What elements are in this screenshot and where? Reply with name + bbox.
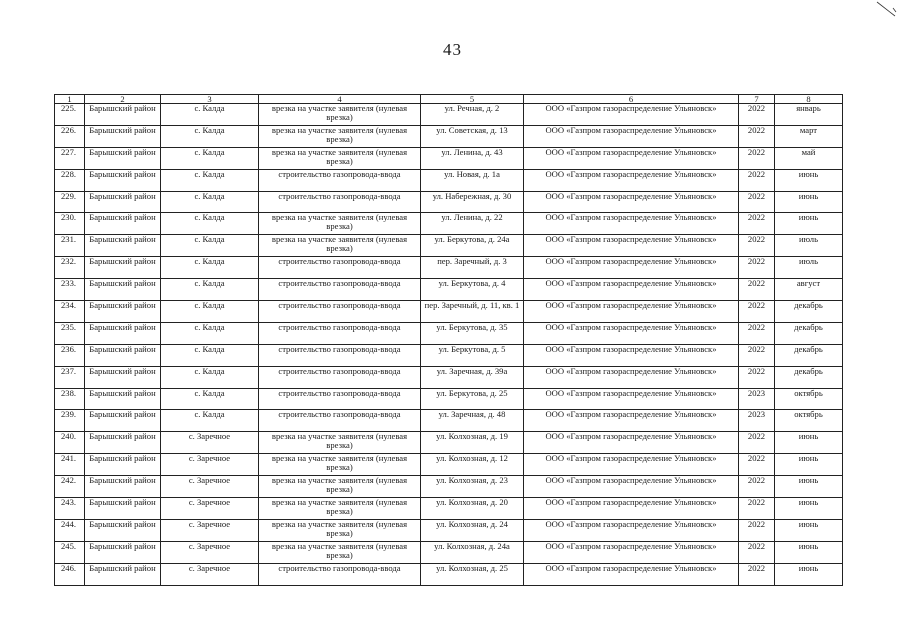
work-type-cell: врезка на участке заявителя (нулевая врезка) bbox=[259, 104, 421, 126]
gasification-schedule-table bbox=[54, 94, 843, 586]
work-type-cell: строительство газопровода-ввода bbox=[259, 410, 421, 432]
table-row bbox=[55, 301, 843, 323]
year-cell: 2022 bbox=[739, 498, 775, 520]
year-cell: 2022 bbox=[739, 257, 775, 279]
district-cell: Барышский район bbox=[85, 498, 161, 520]
address-cell: ул. Новая, д. 1а bbox=[421, 169, 524, 191]
district-cell: Барышский район bbox=[85, 191, 161, 213]
organization-cell: ООО «Газпром газораспределение Ульяновск» bbox=[524, 213, 739, 235]
settlement-cell: с. Заречное bbox=[161, 519, 259, 541]
work-type-cell: строительство газопровода-ввода bbox=[259, 366, 421, 388]
table-row bbox=[55, 322, 843, 344]
row-number: 235. bbox=[55, 322, 85, 344]
row-number: 239. bbox=[55, 410, 85, 432]
work-type-cell: врезка на участке заявителя (нулевая врезка) bbox=[259, 476, 421, 498]
address-cell: ул. Колхозная, д. 24 bbox=[421, 519, 524, 541]
work-type-cell: врезка на участке заявителя (нулевая врезка) bbox=[259, 432, 421, 454]
table-row bbox=[55, 257, 843, 279]
district-cell: Барышский район bbox=[85, 125, 161, 147]
year-cell: 2022 bbox=[739, 322, 775, 344]
district-cell: Барышский район bbox=[85, 541, 161, 563]
year-cell: 2022 bbox=[739, 454, 775, 476]
year-cell: 2022 bbox=[739, 125, 775, 147]
month-cell: декабрь bbox=[775, 366, 843, 388]
page-number: 43 bbox=[443, 40, 462, 59]
row-number: 243. bbox=[55, 498, 85, 520]
row-number: 230. bbox=[55, 213, 85, 235]
organization-cell: ООО «Газпром газораспределение Ульяновск» bbox=[524, 125, 739, 147]
organization-cell: ООО «Газпром газораспределение Ульяновск» bbox=[524, 147, 739, 169]
settlement-cell: с. Калда bbox=[161, 213, 259, 235]
month-cell: январь bbox=[775, 104, 843, 126]
table-row bbox=[55, 147, 843, 169]
work-type-cell: врезка на участке заявителя (нулевая врезка) bbox=[259, 147, 421, 169]
year-cell: 2023 bbox=[739, 410, 775, 432]
work-type-cell: строительство газопровода-ввода bbox=[259, 301, 421, 323]
table-row bbox=[55, 541, 843, 563]
month-cell: июнь bbox=[775, 541, 843, 563]
month-cell: март bbox=[775, 125, 843, 147]
settlement-cell: с. Калда bbox=[161, 147, 259, 169]
work-type-cell: строительство газопровода-ввода bbox=[259, 344, 421, 366]
organization-cell: ООО «Газпром газораспределение Ульяновск» bbox=[524, 169, 739, 191]
row-number: 244. bbox=[55, 519, 85, 541]
work-type-cell: строительство газопровода-ввода bbox=[259, 257, 421, 279]
row-number: 238. bbox=[55, 388, 85, 410]
row-number: 228. bbox=[55, 169, 85, 191]
row-number: 242. bbox=[55, 476, 85, 498]
settlement-cell: с. Заречное bbox=[161, 476, 259, 498]
table-row bbox=[55, 104, 843, 126]
year-cell: 2022 bbox=[739, 519, 775, 541]
organization-cell: ООО «Газпром газораспределение Ульяновск» bbox=[524, 279, 739, 301]
year-cell: 2022 bbox=[739, 235, 775, 257]
work-type-cell: врезка на участке заявителя (нулевая врезка) bbox=[259, 498, 421, 520]
work-type-cell: врезка на участке заявителя (нулевая врезка) bbox=[259, 235, 421, 257]
table-row bbox=[55, 235, 843, 257]
table-row bbox=[55, 498, 843, 520]
column-header: 7 bbox=[739, 95, 775, 104]
month-cell: июль bbox=[775, 235, 843, 257]
organization-cell: ООО «Газпром газораспределение Ульяновск» bbox=[524, 454, 739, 476]
organization-cell: ООО «Газпром газораспределение Ульяновск» bbox=[524, 388, 739, 410]
month-cell: декабрь bbox=[775, 301, 843, 323]
settlement-cell: с. Калда bbox=[161, 410, 259, 432]
work-type-cell: врезка на участке заявителя (нулевая врезка) bbox=[259, 454, 421, 476]
year-cell: 2022 bbox=[739, 147, 775, 169]
work-type-cell: строительство газопровода-ввода bbox=[259, 191, 421, 213]
month-cell: август bbox=[775, 279, 843, 301]
year-cell: 2022 bbox=[739, 191, 775, 213]
month-cell: июнь bbox=[775, 191, 843, 213]
column-header: 1 bbox=[55, 95, 85, 104]
work-type-cell: врезка на участке заявителя (нулевая врезка) bbox=[259, 519, 421, 541]
address-cell: ул. Набережная, д. 30 bbox=[421, 191, 524, 213]
settlement-cell: с. Калда bbox=[161, 169, 259, 191]
address-cell: ул. Беркутова, д. 4 bbox=[421, 279, 524, 301]
year-cell: 2022 bbox=[739, 563, 775, 585]
district-cell: Барышский район bbox=[85, 410, 161, 432]
header-row bbox=[55, 95, 843, 104]
row-number: 231. bbox=[55, 235, 85, 257]
year-cell: 2022 bbox=[739, 344, 775, 366]
month-cell: декабрь bbox=[775, 322, 843, 344]
month-cell: июнь bbox=[775, 213, 843, 235]
settlement-cell: с. Калда bbox=[161, 279, 259, 301]
month-cell: июль bbox=[775, 257, 843, 279]
settlement-cell: с. Заречное bbox=[161, 432, 259, 454]
address-cell: пер. Заречный, д. 3 bbox=[421, 257, 524, 279]
settlement-cell: с. Калда bbox=[161, 104, 259, 126]
address-cell: ул. Ленина, д. 43 bbox=[421, 147, 524, 169]
work-type-cell: строительство газопровода-ввода bbox=[259, 563, 421, 585]
row-number: 229. bbox=[55, 191, 85, 213]
settlement-cell: с. Заречное bbox=[161, 563, 259, 585]
organization-cell: ООО «Газпром газораспределение Ульяновск» bbox=[524, 366, 739, 388]
work-type-cell: строительство газопровода-ввода bbox=[259, 169, 421, 191]
column-header: 3 bbox=[161, 95, 259, 104]
table-row bbox=[55, 213, 843, 235]
month-cell: октябрь bbox=[775, 410, 843, 432]
year-cell: 2023 bbox=[739, 388, 775, 410]
district-cell: Барышский район bbox=[85, 563, 161, 585]
year-cell: 2022 bbox=[739, 366, 775, 388]
month-cell: май bbox=[775, 147, 843, 169]
organization-cell: ООО «Газпром газораспределение Ульяновск» bbox=[524, 519, 739, 541]
row-number: 233. bbox=[55, 279, 85, 301]
work-type-cell: врезка на участке заявителя (нулевая врезка) bbox=[259, 213, 421, 235]
row-number: 240. bbox=[55, 432, 85, 454]
settlement-cell: с. Калда bbox=[161, 322, 259, 344]
settlement-cell: с. Калда bbox=[161, 388, 259, 410]
column-header: 5 bbox=[421, 95, 524, 104]
address-cell: ул. Беркутова, д. 24а bbox=[421, 235, 524, 257]
settlement-cell: с. Калда bbox=[161, 366, 259, 388]
district-cell: Барышский район bbox=[85, 432, 161, 454]
organization-cell: ООО «Газпром газораспределение Ульяновск» bbox=[524, 344, 739, 366]
address-cell: ул. Речная, д. 2 bbox=[421, 104, 524, 126]
table-row bbox=[55, 388, 843, 410]
table-row bbox=[55, 432, 843, 454]
table-row bbox=[55, 344, 843, 366]
column-header: 4 bbox=[259, 95, 421, 104]
address-cell: ул. Колхозная, д. 12 bbox=[421, 454, 524, 476]
district-cell: Барышский район bbox=[85, 279, 161, 301]
settlement-cell: с. Калда bbox=[161, 301, 259, 323]
column-header: 6 bbox=[524, 95, 739, 104]
organization-cell: ООО «Газпром газораспределение Ульяновск» bbox=[524, 498, 739, 520]
table-row bbox=[55, 191, 843, 213]
work-type-cell: врезка на участке заявителя (нулевая врезка) bbox=[259, 541, 421, 563]
year-cell: 2022 bbox=[739, 541, 775, 563]
row-number: 241. bbox=[55, 454, 85, 476]
year-cell: 2022 bbox=[739, 279, 775, 301]
address-cell: ул. Колхозная, д. 23 bbox=[421, 476, 524, 498]
year-cell: 2022 bbox=[739, 213, 775, 235]
settlement-cell: с. Калда bbox=[161, 235, 259, 257]
organization-cell: ООО «Газпром газораспределение Ульяновск» bbox=[524, 104, 739, 126]
district-cell: Барышский район bbox=[85, 322, 161, 344]
month-cell: июнь bbox=[775, 476, 843, 498]
settlement-cell: с. Заречное bbox=[161, 498, 259, 520]
year-cell: 2022 bbox=[739, 104, 775, 126]
district-cell: Барышский район bbox=[85, 257, 161, 279]
district-cell: Барышский район bbox=[85, 344, 161, 366]
work-type-cell: строительство газопровода-ввода bbox=[259, 322, 421, 344]
work-type-cell: строительство газопровода-ввода bbox=[259, 279, 421, 301]
settlement-cell: с. Заречное bbox=[161, 541, 259, 563]
district-cell: Барышский район bbox=[85, 476, 161, 498]
district-cell: Барышский район bbox=[85, 519, 161, 541]
district-cell: Барышский район bbox=[85, 301, 161, 323]
district-cell: Барышский район bbox=[85, 388, 161, 410]
address-cell: ул. Заречная, д. 39а bbox=[421, 366, 524, 388]
district-cell: Барышский район bbox=[85, 147, 161, 169]
organization-cell: ООО «Газпром газораспределение Ульяновск» bbox=[524, 191, 739, 213]
month-cell: июнь bbox=[775, 432, 843, 454]
table-row bbox=[55, 454, 843, 476]
work-type-cell: врезка на участке заявителя (нулевая врезка) bbox=[259, 125, 421, 147]
month-cell: июнь bbox=[775, 519, 843, 541]
district-cell: Барышский район bbox=[85, 454, 161, 476]
organization-cell: ООО «Газпром газораспределение Ульяновск» bbox=[524, 322, 739, 344]
scan-corner-mark bbox=[875, 0, 897, 22]
organization-cell: ООО «Газпром газораспределение Ульяновск» bbox=[524, 410, 739, 432]
address-cell: ул. Беркутова, д. 35 bbox=[421, 322, 524, 344]
address-cell: ул. Колхозная, д. 25 bbox=[421, 563, 524, 585]
row-number: 234. bbox=[55, 301, 85, 323]
address-cell: пер. Заречный, д. 11, кв. 1 bbox=[421, 301, 524, 323]
table-row bbox=[55, 169, 843, 191]
address-cell: ул. Беркутова, д. 25 bbox=[421, 388, 524, 410]
organization-cell: ООО «Газпром газораспределение Ульяновск» bbox=[524, 541, 739, 563]
row-number: 232. bbox=[55, 257, 85, 279]
row-number: 225. bbox=[55, 104, 85, 126]
month-cell: июнь bbox=[775, 563, 843, 585]
work-type-cell: строительство газопровода-ввода bbox=[259, 388, 421, 410]
table-row bbox=[55, 519, 843, 541]
organization-cell: ООО «Газпром газораспределение Ульяновск» bbox=[524, 301, 739, 323]
address-cell: ул. Заречная, д. 48 bbox=[421, 410, 524, 432]
district-cell: Барышский район bbox=[85, 169, 161, 191]
month-cell: июнь bbox=[775, 454, 843, 476]
organization-cell: ООО «Газпром газораспределение Ульяновск» bbox=[524, 476, 739, 498]
table-row bbox=[55, 476, 843, 498]
settlement-cell: с. Калда bbox=[161, 191, 259, 213]
row-number: 227. bbox=[55, 147, 85, 169]
organization-cell: ООО «Газпром газораспределение Ульяновск» bbox=[524, 563, 739, 585]
address-cell: ул. Колхозная, д. 19 bbox=[421, 432, 524, 454]
settlement-cell: с. Калда bbox=[161, 257, 259, 279]
row-number: 226. bbox=[55, 125, 85, 147]
table-row bbox=[55, 410, 843, 432]
table-row bbox=[55, 366, 843, 388]
district-cell: Барышский район bbox=[85, 104, 161, 126]
district-cell: Барышский район bbox=[85, 235, 161, 257]
settlement-cell: с. Калда bbox=[161, 125, 259, 147]
address-cell: ул. Беркутова, д. 5 bbox=[421, 344, 524, 366]
table-body bbox=[55, 95, 843, 586]
district-cell: Барышский район bbox=[85, 366, 161, 388]
organization-cell: ООО «Газпром газораспределение Ульяновск» bbox=[524, 235, 739, 257]
address-cell: ул. Ленина, д. 22 bbox=[421, 213, 524, 235]
table-row bbox=[55, 125, 843, 147]
month-cell: декабрь bbox=[775, 344, 843, 366]
column-header: 8 bbox=[775, 95, 843, 104]
row-number: 236. bbox=[55, 344, 85, 366]
organization-cell: ООО «Газпром газораспределение Ульяновск» bbox=[524, 432, 739, 454]
year-cell: 2022 bbox=[739, 301, 775, 323]
month-cell: октябрь bbox=[775, 388, 843, 410]
address-cell: ул. Колхозная, д. 20 bbox=[421, 498, 524, 520]
month-cell: июнь bbox=[775, 169, 843, 191]
row-number: 246. bbox=[55, 563, 85, 585]
row-number: 237. bbox=[55, 366, 85, 388]
column-header: 2 bbox=[85, 95, 161, 104]
year-cell: 2022 bbox=[739, 169, 775, 191]
year-cell: 2022 bbox=[739, 476, 775, 498]
organization-cell: ООО «Газпром газораспределение Ульяновск» bbox=[524, 257, 739, 279]
table-row bbox=[55, 279, 843, 301]
table-row bbox=[55, 563, 843, 585]
district-cell: Барышский район bbox=[85, 213, 161, 235]
address-cell: ул. Советская, д. 13 bbox=[421, 125, 524, 147]
address-cell: ул. Колхозная, д. 24а bbox=[421, 541, 524, 563]
month-cell: июнь bbox=[775, 498, 843, 520]
year-cell: 2022 bbox=[739, 432, 775, 454]
settlement-cell: с. Калда bbox=[161, 344, 259, 366]
settlement-cell: с. Заречное bbox=[161, 454, 259, 476]
row-number: 245. bbox=[55, 541, 85, 563]
